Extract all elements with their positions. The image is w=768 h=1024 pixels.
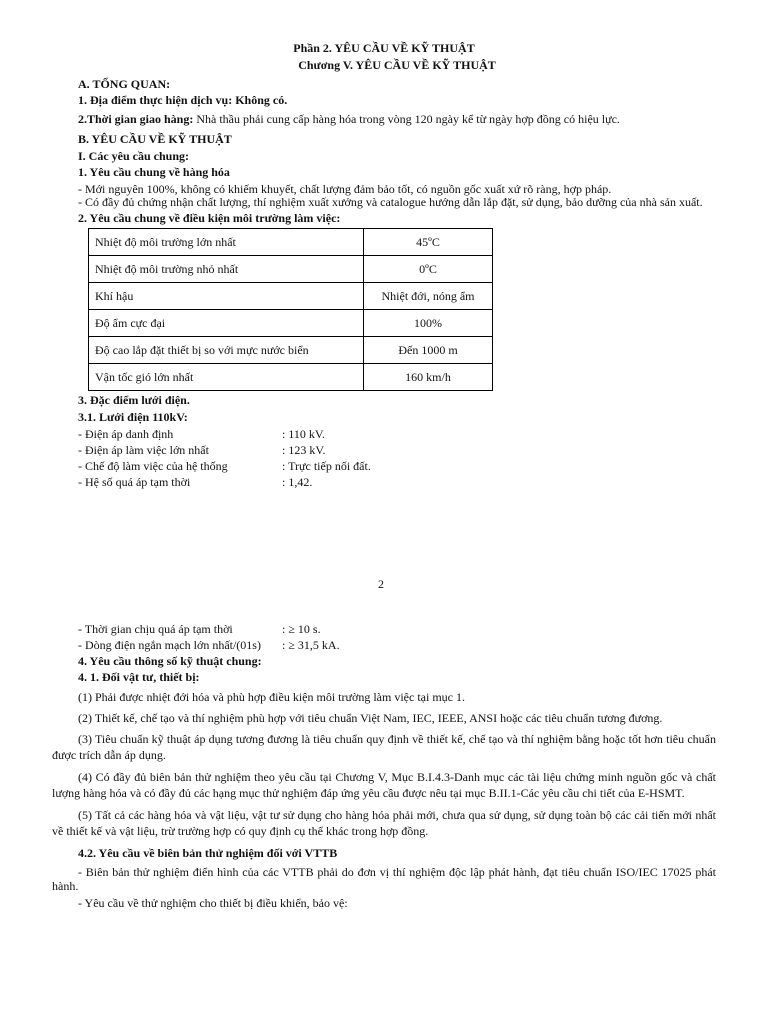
requirement-paragraph: (4) Có đầy đủ biên bản thử nghiệm theo yêu cầu tại Chương V, Mục B.I.4.3-Danh mục các tài liệu chứng minh nguồn gốc và chất lượng hàng hóa và có đầy đủ các hạng mục thử nghiệm đáp ứng yêu cầu được nêu tại mục B.II.1-Các yêu cầu chi tiết của E-HSMT. [52,770,716,800]
param-value: : 110 kV. [282,427,326,441]
part-title: Phần 2. YÊU CẦU VỀ KỸ THUẬT [293,41,475,55]
param-label: - Điện áp làm việc lớn nhất [78,443,209,457]
table-cell-value: 100% [364,310,493,337]
delivery-time-text: Nhà thầu phải cung cấp hàng hóa trong vòng 120 ngày kể từ ngày hợp đồng có hiệu lực. [193,112,620,126]
delivery-time-label: 2.Thời gian giao hàng: [78,112,194,126]
goods-requirement-line: - Mới nguyên 100%, không có khiếm khuyết, chất lượng đảm bảo tốt, có nguồn gốc xuất xứ rõ ràng, hợp pháp. [78,182,612,196]
table-row [89,256,493,283]
page-number: 2 [378,577,384,591]
goods-requirements-heading: 1. Yêu cầu chung về hàng hóa [78,165,230,179]
requirement-paragraph: - Biên bản thử nghiệm điển hình của các VTTB phải do đơn vị thí nghiệm độc lập phát hành, đạt tiêu chuẩn ISO/IEC 17025 phát hành. [52,865,716,893]
param-label: - Dòng điện ngắn mạch lớn nhất/(01s) [78,638,261,652]
param-value: : 123 kV. [282,443,326,457]
table-cell-label: Vận tốc gió lớn nhất [89,364,364,391]
requirement-paragraph: (5) Tất cả các hàng hóa và vật liệu, vật tư sử dụng cho hàng hóa phải mới, chưa qua sử dụng, sử dụng toàn bộ các cải tiến mới nhất về thiết kế và vật liệu, trừ trường hợp có quy định cụ thể khác trong hợp đồng. [52,808,716,838]
environment-table [88,228,493,391]
table-row [89,229,493,256]
service-location: 1. Địa điểm thực hiện dịch vụ: Không có. [78,93,288,107]
param-label: - Điện áp danh định [78,427,174,441]
param-value: : ≥ 31,5 kA. [282,638,340,652]
param-value: : Trực tiếp nối đất. [282,459,371,473]
table-cell-label: Nhiệt độ môi trường nhỏ nhất [89,256,364,283]
test-report-heading: 4.2. Yêu cầu về biên bản thử nghiệm đối với VTTB [78,846,338,860]
requirement-paragraph: (1) Phải được nhiệt đới hóa và phù hợp điều kiện môi trường làm việc tại mục 1. [78,690,465,704]
chapter-title: Chương V. YÊU CẦU VỀ KỸ THUẬT [298,58,496,72]
requirement-paragraph: (3) Tiêu chuẩn kỹ thuật áp dụng tương đương là tiêu chuẩn quy định về thiết kế, chế tạo và thí nghiệm bằng hoặc tốt hơn tiêu chuẩn được trích dẫn áp dụng. [52,732,716,762]
technical-spec-heading: 4. Yêu cầu thông số kỹ thuật chung: [78,654,262,668]
table-cell-label: Độ ẩm cực đại [89,310,364,337]
param-label: - Thời gian chịu quá áp tạm thời [78,622,233,636]
grid-heading: 3. Đặc điểm lưới điện. [78,393,190,407]
general-requirements-heading: I. Các yêu cầu chung: [78,149,190,163]
environment-heading: 2. Yêu cầu chung về điều kiện môi trường làm việc: [78,211,341,225]
section-b-heading: B. YÊU CẦU VỀ KỸ THUẬT [78,132,232,146]
table-cell-value: 45ºC [364,229,493,256]
table-cell-value: Nhiệt đới, nóng ẩm [364,283,493,310]
requirement-paragraph: - Yêu cầu về thử nghiệm cho thiết bị điều khiển, bảo vệ: [78,896,348,910]
grid-110kv-heading: 3.1. Lưới điện 110kV: [78,410,188,424]
section-a-heading: A. TỔNG QUAN: [78,77,171,91]
param-value: : ≥ 10 s. [282,622,321,636]
table-cell-label: Khí hậu [89,283,364,310]
param-label: - Chế độ làm việc của hệ thống [78,459,228,473]
materials-heading: 4. 1. Đối vật tư, thiết bị: [78,670,200,684]
param-value: : 1,42. [282,475,313,489]
table-row [89,364,493,391]
table-cell-label: Nhiệt độ môi trường lớn nhất [89,229,364,256]
table-row [89,310,493,337]
requirement-paragraph: (2) Thiết kế, chế tạo và thí nghiệm phù hợp với tiêu chuẩn Việt Nam, IEC, IEEE, ANSI hoặc các tiêu chuẩn tương đương. [78,711,663,725]
goods-requirement-line: - Có đầy đủ chứng nhận chất lượng, thí nghiệm xuất xưởng và catalogue hướng dẫn lắp đặt, sử dụng, bảo dưỡng của nhà sản xuất. [78,195,703,209]
table-cell-value: 0ºC [364,256,493,283]
table-cell-value: 160 km/h [364,364,493,391]
table-cell-label: Độ cao lắp đặt thiết bị so với mực nước biển [89,337,364,364]
delivery-time [78,111,620,127]
table-row [89,337,493,364]
table-row [89,283,493,310]
param-label: - Hệ số quá áp tạm thời [78,475,191,489]
table-cell-value: Đến 1000 m [364,337,493,364]
